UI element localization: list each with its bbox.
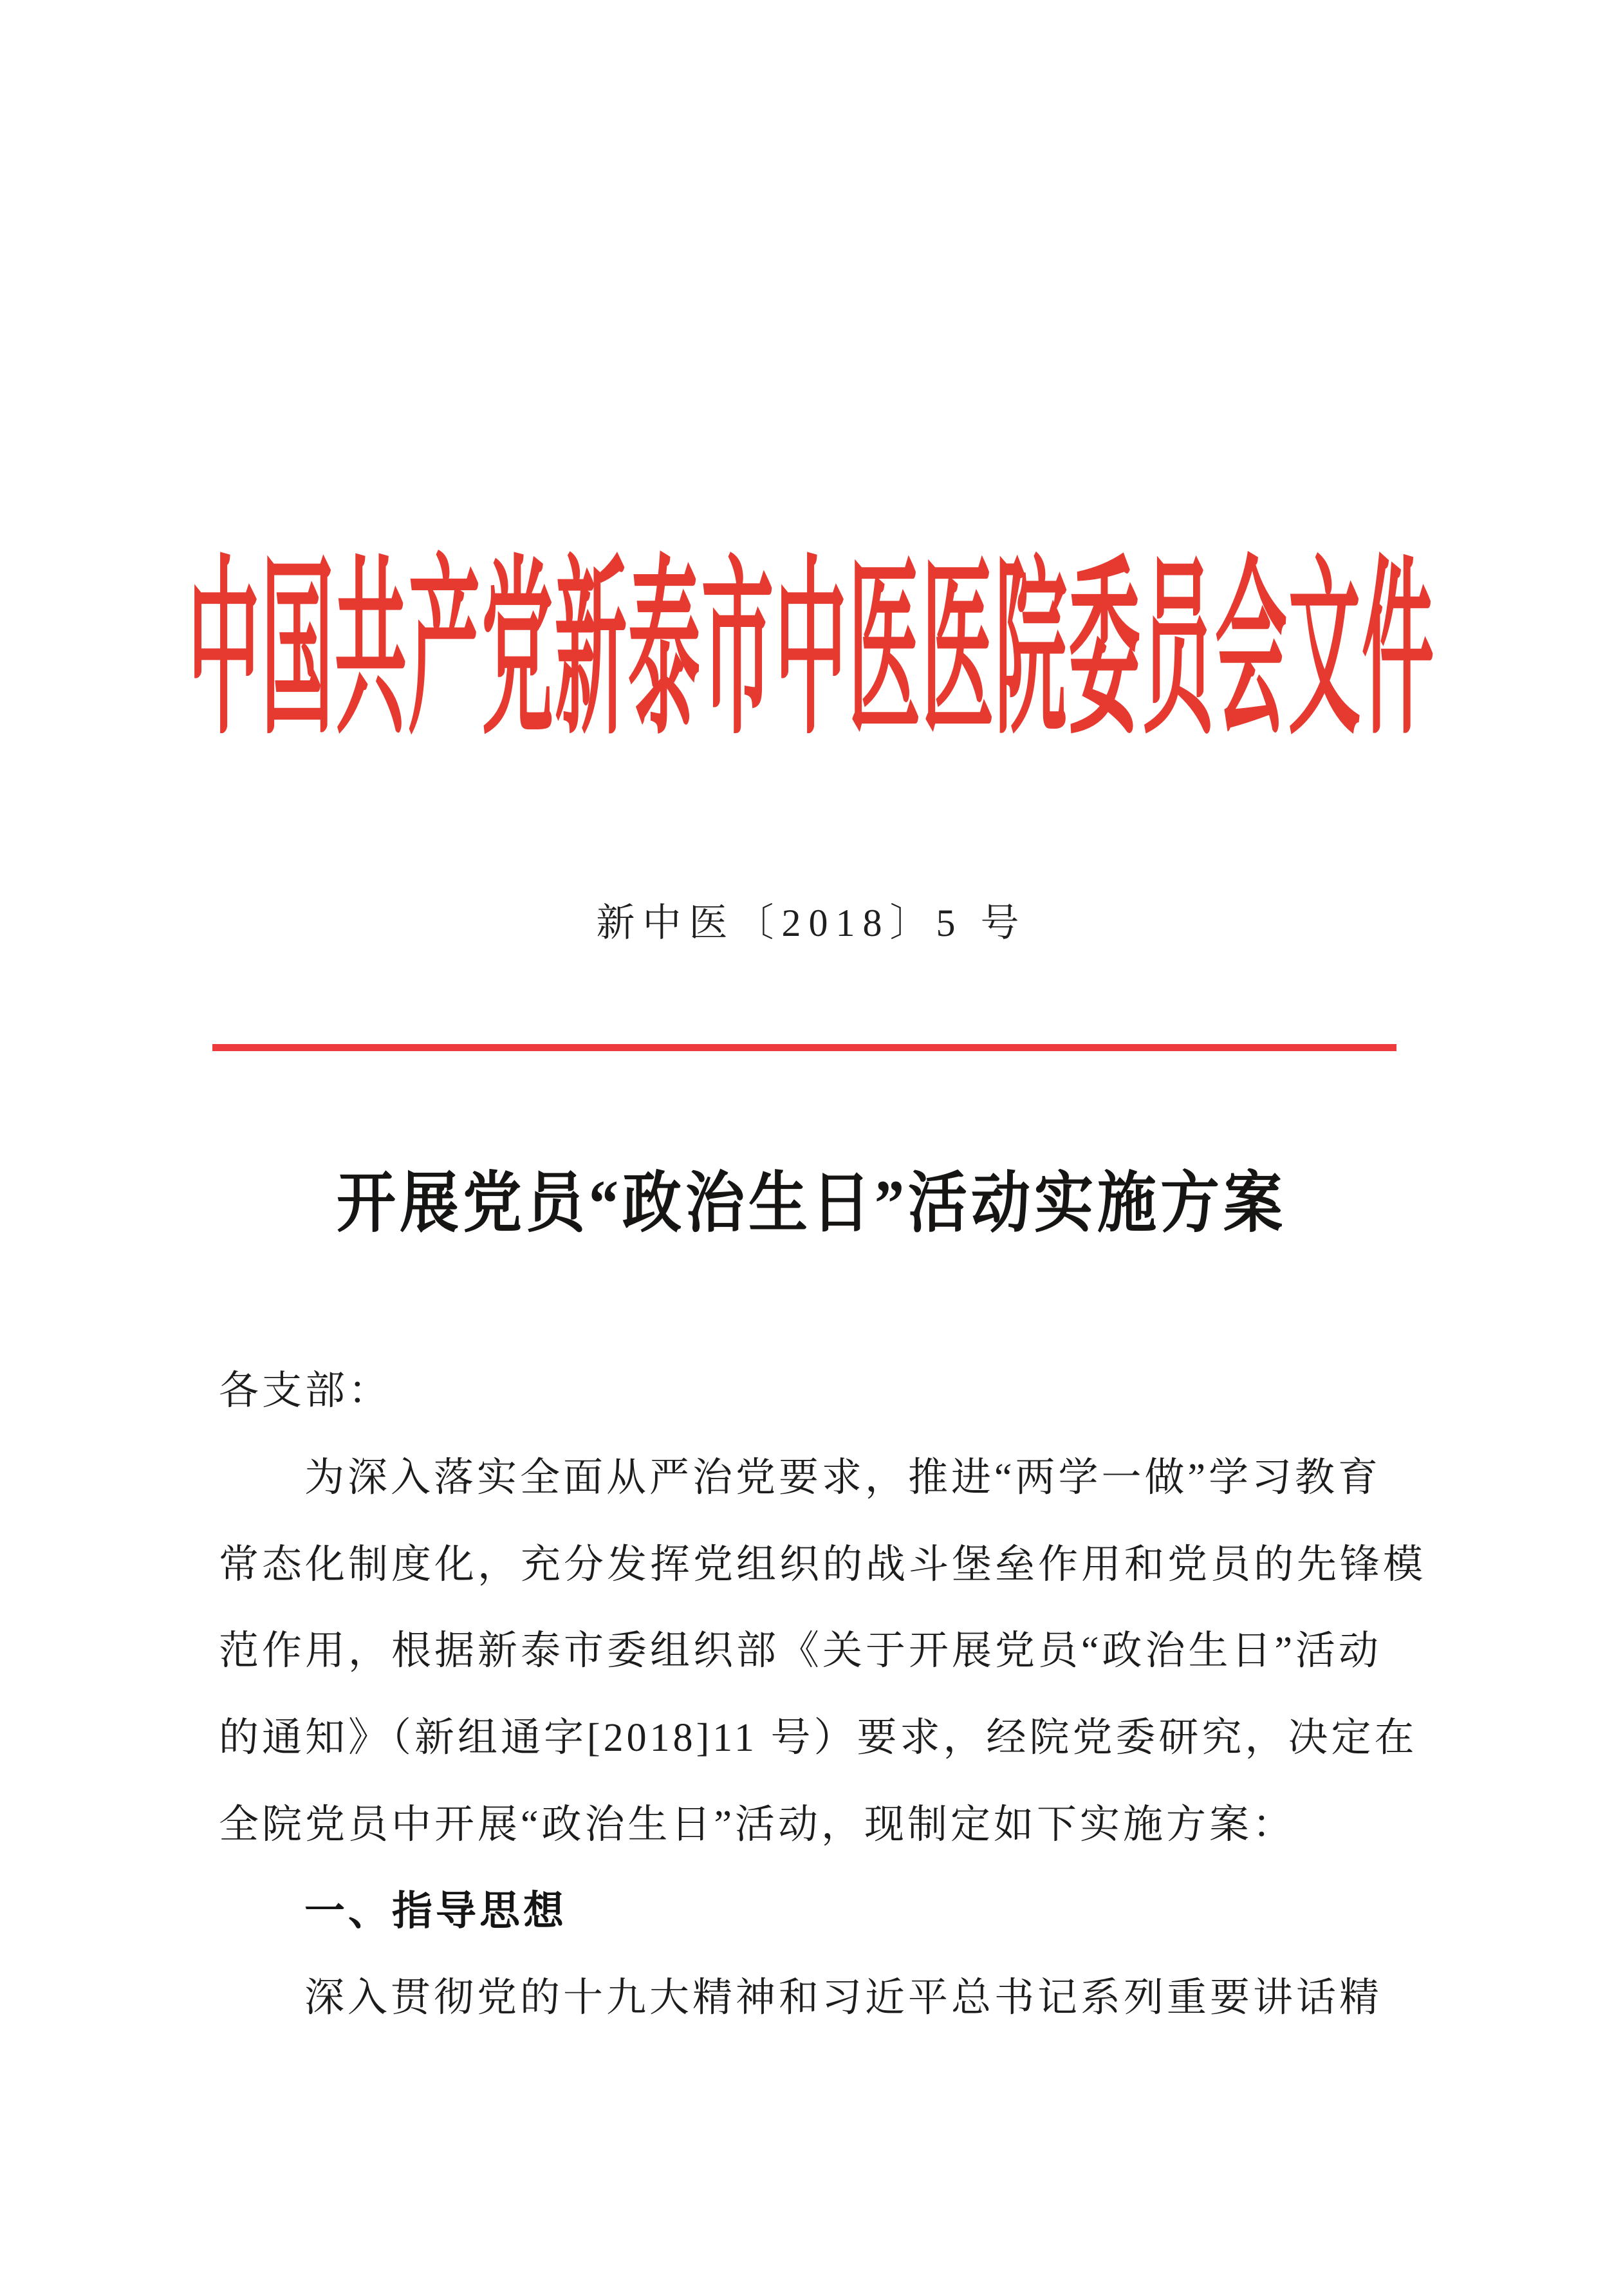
body-line: 常态化制度化，充分发挥党组织的战斗堡垒作用和党员的先锋模: [219, 1543, 1427, 1587]
party-committee-masthead: [0, 497, 1623, 758]
document-title-text: 开展党员“政治生日”活动实施方案: [336, 1166, 1286, 1240]
body-line: 全院党员中开展“政治生日”活动，现制定如下实施方案：: [219, 1803, 1296, 1847]
body-line: 范作用，根据新泰市委组织部《关于开展党员“政治生日”活动: [219, 1629, 1382, 1673]
red-separator-line: [212, 1044, 1396, 1051]
masthead-text: 中国共产党新泰市中医医院委员会文件: [188, 546, 1435, 758]
body-line: 为深入落实全面从严治党要求，推进“两学一做”学习教育: [304, 1456, 1382, 1500]
document-title: [0, 1166, 1623, 1240]
body-line: 的通知》（新组通字[2018]11 号）要求，经院党委研究，决定在: [219, 1716, 1418, 1760]
salutation: 各支部：: [219, 1369, 392, 1413]
document-number: 新中医〔2018〕5 号: [596, 902, 1027, 944]
body-line: 深入贯彻党的十九大精神和习近平总书记系列重要讲话精: [304, 1976, 1383, 2020]
section-heading: 一、指导思想: [304, 1889, 567, 1934]
